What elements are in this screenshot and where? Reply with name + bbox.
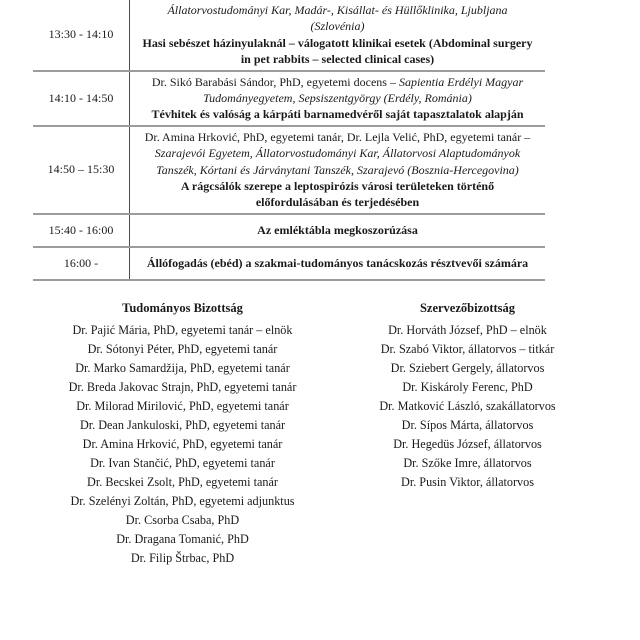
scientific-committee-column xyxy=(40,299,325,568)
session-cell xyxy=(130,0,545,70)
time-cell: 14:10 - 14:50 xyxy=(33,72,130,125)
committee-member: Dr. Kiskároly Ferenc, PhD xyxy=(402,380,533,394)
committee-member: Dr. Dean Jankuloski, PhD, egyetemi tanár xyxy=(79,418,286,432)
committee-member: Dr. Milorad Mirilović, PhD, egyetemi tanár xyxy=(76,399,289,413)
committee-member: Dr. Sípos Márta, állatorvos xyxy=(401,418,534,432)
session-paragraph xyxy=(140,106,535,122)
committee-member: Dr. Breda Jakovac Strajn, PhD, egyetemi tanár xyxy=(68,380,297,394)
session-text: Hasi sebészet házinyulaknál – válogatott klinikai esetek (Abdominal surgery in pet rabbits – selected clinical cases) xyxy=(142,35,533,67)
committee-member: Dr. Csorba Csaba, PhD xyxy=(125,513,240,527)
committee-member: Dr. Horváth József, PhD – elnök xyxy=(388,323,547,337)
session-paragraph xyxy=(140,129,535,178)
committee-member: Dr. Szabó Viktor, állatorvos – titkár xyxy=(380,342,555,356)
session-text: Dr. Sikó Barabási Sándor, PhD, egyetemi docens – xyxy=(151,74,399,89)
session-cell xyxy=(130,215,545,246)
session-text: Tévhitek és valóság a kárpáti barnamedvéről saját tapasztalatok alapján xyxy=(151,107,524,122)
committee-member: Dr. Marko Samardžija, PhD, egyetemi tanár xyxy=(75,361,290,375)
committee-member: Dr. Szőke Imre, állatorvos xyxy=(403,456,532,470)
session-paragraph xyxy=(140,74,535,107)
organizing-committee-title: Szervezőbizottság xyxy=(419,301,516,315)
schedule-table xyxy=(33,0,545,281)
committee-member: Dr. Hegedüs József, állatorvos xyxy=(393,437,542,451)
committee-member: Dr. Pusin Viktor, állatorvos xyxy=(401,475,534,489)
time-cell: 16:00 - xyxy=(33,248,130,279)
committee-member: Dr. Dragana Tomanić, PhD xyxy=(116,532,249,546)
schedule-row xyxy=(33,127,545,215)
session-text: Állófogadás (ebéd) a szakmai-tudományos tanácskozás résztvevői számára xyxy=(146,256,529,271)
committee-member: Dr. Szelényi Zoltán, PhD, egyetemi adjunktus xyxy=(70,494,295,508)
time-cell: 15:40 - 16:00 xyxy=(33,215,130,246)
session-text: A rágcsálók szerepe a leptospirózis városi területeken történő előfordulásában és terjedésében xyxy=(180,179,495,210)
session-text: Állatorvostudományi Kar, Madár-, Kisállat- és Hüllőklinika, Ljubljana (Szlovénia) xyxy=(167,3,508,34)
committees-section xyxy=(40,299,610,568)
session-cell xyxy=(130,127,545,213)
committee-member: Dr. Becskei Zsolt, PhD, egyetemi tanár xyxy=(87,475,278,489)
scientific-committee-list xyxy=(40,321,325,568)
session-paragraph xyxy=(140,178,535,211)
committee-member: Dr. Sziebert Gergely, állatorvos xyxy=(390,361,545,375)
schedule-row xyxy=(33,0,545,72)
scientific-committee-title: Tudományos Bizottság xyxy=(122,301,243,315)
session-cell xyxy=(130,72,545,125)
committee-member: Dr. Pajić Mária, PhD, egyetemi tanár – elnök xyxy=(72,323,293,337)
committee-member: Dr. Amina Hrković, PhD, egyetemi tanár xyxy=(82,437,283,451)
session-text: Sapientia Erdélyi Magyar Tudományegyetem, Sepsiszentgyörgy (Erdély, Románia) xyxy=(203,74,524,106)
committee-member: Dr. Ivan Stančić, PhD, egyetemi tanár xyxy=(90,456,275,470)
session-text: Az emléktábla megkoszorúzása xyxy=(257,223,418,238)
time-cell: 14:50 – 15:30 xyxy=(33,127,130,213)
organizing-committee-column xyxy=(325,299,610,568)
schedule-row xyxy=(33,72,545,127)
session-paragraph xyxy=(140,222,535,238)
committee-member: Dr. Sótonyi Péter, PhD, egyetemi tanár xyxy=(87,342,278,356)
organizing-committee-list xyxy=(325,321,610,492)
schedule-row xyxy=(33,215,545,248)
time-cell: 13:30 - 14:10 xyxy=(33,0,130,70)
session-paragraph xyxy=(140,255,535,271)
committee-member: Dr. Matković László, szakállatorvos xyxy=(379,399,556,413)
session-paragraph xyxy=(140,35,535,68)
session-paragraph xyxy=(140,2,535,35)
committee-member: Dr. Filip Štrbac, PhD xyxy=(130,551,235,565)
schedule-row xyxy=(33,248,545,281)
session-text: Szarajevói Egyetem, Állatorvostudományi Kar, Állatorvosi Alaptudományok Tanszék, Kórtani és Járványtani Tanszék, Szarajevó (Bosznia-Hercegovina) xyxy=(154,146,521,177)
session-cell xyxy=(130,248,545,279)
session-text: Dr. Amina Hrković, PhD, egyetemi tanár, Dr. Lejla Velić, PhD, egyetemi tanár – xyxy=(144,129,531,144)
